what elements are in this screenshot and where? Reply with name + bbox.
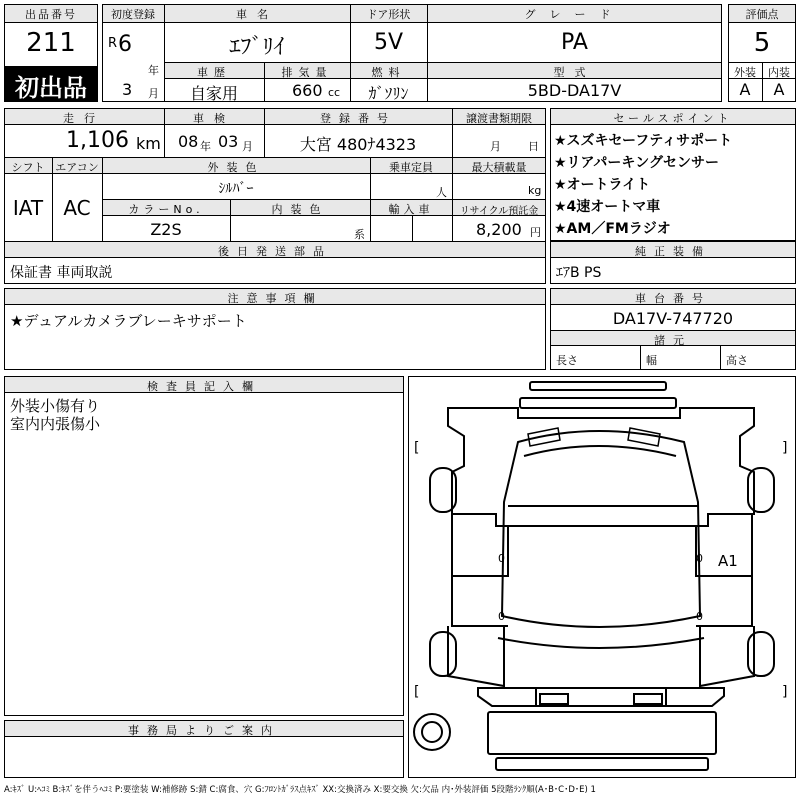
sales-points-label: セールスポイント: [613, 112, 733, 125]
sales-point-item: ★リアパーキングセンサー: [554, 155, 720, 171]
dims-width-label: 幅: [646, 354, 657, 367]
office-label: 事務局よりご案内: [128, 724, 280, 737]
sales-point-item: ★AM／FMラジオ: [554, 221, 671, 237]
first-reg-month: 3: [122, 80, 133, 99]
score-ext-value: A: [739, 80, 751, 99]
sales-point-item: ★オートライト: [554, 177, 651, 193]
doors-label: ドア形状: [366, 8, 411, 21]
import-label: 輸入車: [388, 203, 434, 216]
later-parts-label: 後日発送部品: [218, 245, 332, 258]
shift-label: シフト: [11, 161, 45, 174]
first-reg-year: 6: [118, 32, 132, 57]
doors-value: 5V: [373, 30, 404, 55]
grade-label: グレード: [524, 8, 625, 21]
score-int-value: A: [773, 80, 785, 99]
capacity-unit: 人: [436, 186, 447, 199]
notes-value: ★デュアルカメラブレーキサポート: [10, 312, 247, 330]
transfer-label: 譲渡書類期限: [466, 112, 532, 125]
fuel-label: 燃料: [371, 66, 406, 79]
equipment-label: 純正装備: [635, 245, 711, 258]
capacity-label: 乗車定員: [389, 161, 433, 174]
sales-point-item: ★スズキセーフティサポート: [554, 133, 733, 149]
score-value: 5: [753, 28, 771, 58]
legend-text: A:ｷｽﾞ U:ﾍｺﾐ B:ｷｽﾞを伴うﾍｺﾐ P:要塗装 W:補修跡 S:錆 C:腐食、穴 G:ﾌﾛﾝﾄｶﾞﾗｽ点ｷｽﾞ XX:交換済み X:要交換 欠:欠品 内･外装評価 5段階ﾗﾝｸ順(A･B･C･D･E) 1: [4, 785, 596, 795]
chassis-value: DA17V-747720: [612, 309, 734, 328]
first-reg-label: 初度登録: [111, 8, 155, 21]
chassis-label: 車台番号: [635, 292, 711, 305]
first-listing-text: 初出品: [15, 74, 87, 102]
transfer-month-unit: 月: [490, 140, 501, 153]
equipment-value: ｴｱB PS: [556, 265, 602, 281]
displacement-label: 排気量: [281, 66, 333, 79]
reg-no-value: 大宮 480ﾅ4323: [299, 135, 417, 154]
fuel-value: ｶﾞｿﾘﾝ: [368, 84, 409, 103]
score-ext-label: 外装: [734, 66, 756, 79]
first-reg-month-unit: 月: [148, 87, 159, 100]
ext-color-label: 外装色: [207, 161, 265, 174]
first-reg-year-unit: 年: [148, 64, 159, 77]
grade-value: PA: [561, 30, 588, 55]
inspection-month-unit: 月: [242, 140, 253, 153]
car-name-value: ｴﾌﾞﾘｲ: [229, 35, 285, 60]
dims-label: 諸元: [654, 334, 692, 347]
inspector-line: 室内内張傷小: [10, 415, 101, 433]
inspection-year-unit: 年: [200, 140, 211, 153]
inspector-label: 検査員記入欄: [147, 380, 261, 393]
inspector-line: 外装小傷有り: [10, 397, 101, 415]
diagram-zero-mark: 0: [696, 610, 703, 623]
notes-label: 注意事項欄: [227, 292, 323, 305]
aircon-value: AC: [63, 196, 91, 220]
history-value: 自家用: [189, 84, 238, 103]
reg-no-label: 登録番号: [320, 112, 396, 125]
dims-length-label: 長さ: [556, 354, 578, 367]
recycle-label: リサイクル預託金: [459, 206, 539, 217]
mileage-value: 1,106: [66, 128, 129, 153]
displacement-value: 660: [292, 81, 323, 100]
score-label: 評価点: [745, 8, 779, 21]
transfer-day-unit: 日: [528, 140, 539, 153]
dims-height-label: 高さ: [726, 354, 748, 367]
aircon-label: エアコン: [55, 161, 99, 174]
inspection-month: 03: [218, 132, 239, 151]
diagram-bracket: [: [414, 684, 420, 700]
diagram-bracket: [: [414, 440, 420, 456]
first-reg-era: R: [108, 36, 118, 51]
max-load-label: 最大積載量: [471, 161, 527, 174]
model-code-value: 5BD-DA17V: [527, 81, 622, 100]
lot-label: 出品番号: [25, 8, 77, 21]
shift-value: IAT: [12, 196, 44, 220]
mileage-unit: km: [136, 134, 161, 153]
inspection-year: 08: [178, 132, 199, 151]
diagram-zero-mark: 0: [498, 610, 505, 623]
displacement-unit: cc: [328, 86, 341, 99]
diagram-zero-mark: 0: [498, 552, 505, 565]
color-no-value: Z2S: [150, 220, 182, 239]
int-color-label: 内装色: [271, 203, 329, 216]
sales-point-item: ★4速オートマ車: [554, 199, 661, 215]
car-name-label: 車名: [236, 8, 278, 21]
color-no-label: カラーNo.: [128, 203, 204, 216]
diagram-bracket: ]: [782, 684, 788, 700]
mileage-label: 走行: [63, 112, 105, 125]
max-load-unit: kg: [528, 184, 542, 197]
ext-color-value: ｼﾙﾊﾞｰ: [218, 181, 254, 197]
score-int-label: 内装: [768, 66, 790, 79]
damage-mark-a1: A1: [718, 552, 738, 570]
int-color-unit: 系: [354, 228, 365, 241]
history-label: 車歴: [197, 66, 231, 79]
model-code-label: 型式: [553, 66, 596, 79]
car-damage-diagram: [408, 376, 796, 778]
inspection-label: 車検: [193, 112, 235, 125]
diagram-zero-mark: 0: [696, 552, 703, 565]
later-parts-value: 保証書 車両取説: [10, 265, 113, 281]
diagram-bracket: ]: [782, 440, 788, 456]
recycle-unit: 円: [530, 226, 541, 239]
recycle-value: 8,200: [476, 220, 522, 239]
lot-number: 211: [26, 28, 76, 58]
